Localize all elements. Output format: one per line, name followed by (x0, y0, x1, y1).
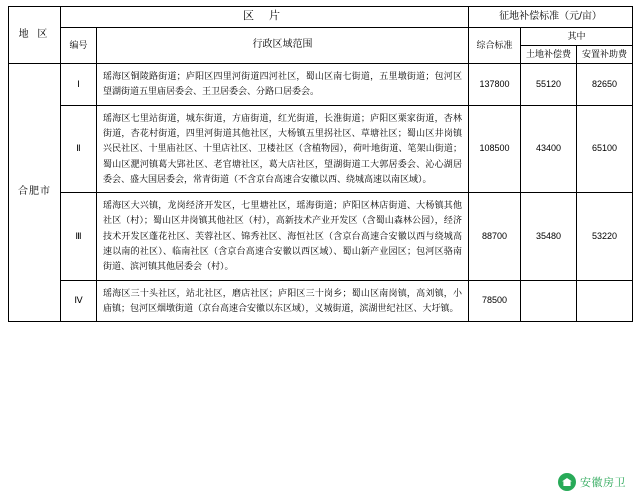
header-number: 编号 (61, 27, 97, 63)
row-comprehensive: 137800 (469, 64, 521, 106)
header-land-compensation-fee: 土地补偿费 (521, 45, 577, 63)
row-resettlement (577, 280, 633, 322)
city-name: 合肥市 (9, 64, 61, 322)
row-scope: 瑶海区铜陵路街道；庐阳区四里河街道四河社区，蜀山区南七街道，五里墩街道；包河区望湖街道五里庙居委会、王卫居委会、分路口居委会。 (97, 64, 469, 106)
row-scope: 瑶海区三十头社区，站北社区，磨店社区；庐阳区三十岗乡；蜀山区南岗镇，高刘镇，小庙镇；包河区烟墩街道（京台高速合安徽以东区域），义城街道，滨湖世纪社区、大圩镇。 (97, 280, 469, 322)
row-comprehensive: 88700 (469, 193, 521, 280)
table-row (9, 280, 633, 322)
watermark (558, 473, 626, 491)
row-comprehensive: 78500 (469, 280, 521, 322)
row-scope: 瑶海区大兴镇，龙岗经济开发区，七里塘社区，瑶海街道；庐阳区林店街道、大杨镇其他社区（村）；蜀山区井岗镇其他社区（村），高新技术产业开发区（含蜀山森林公园），经济技术开发区蓬花社区、芙蓉社区、锦秀社区、海恒社区（含京台高速合安徽以西与绕城高速以南的社区）、临南社区（含京台高速合安徽以西区域）、蜀山新产业园区；包河区骆南街道、滨河镇其他居委会（村）。 (97, 193, 469, 280)
header-compensation: 征地补偿标准（元/亩） (469, 7, 633, 28)
row-comprehensive: 108500 (469, 105, 521, 192)
row-index: Ⅰ (61, 64, 97, 106)
row-land-compensation: 43400 (521, 105, 577, 192)
table-header-row-1 (9, 7, 633, 28)
header-resettlement-subsidy: 安置补助费 (577, 45, 633, 63)
table-row (9, 193, 633, 280)
header-admin-scope: 行政区域范围 (97, 27, 469, 63)
row-resettlement: 82650 (577, 64, 633, 106)
house-icon (558, 473, 576, 491)
row-scope: 瑶海区七里站街道，城东街道，方庙街道，红光街道，长淮街道；庐阳区栗家街道，杏林街道，杏花村街道，四里河街道其他社区，大杨镇五里拐社区、草塘社区；蜀山区井岗镇兴民社区、十里庙社区、十里店社区、卫楼社区（含植物园），荷叶地街道、笔架山街道；蜀山区淝河镇葛大郢社区、老官塘社区，葛大店社区，望湖街道工大郭居委会、沁心湖居委会、盛大国居委会，常青街道（不含京台高速合安徽以西、绕城高速以南区域）。 (97, 105, 469, 192)
table-header-row-2 (9, 27, 633, 45)
row-index: Ⅳ (61, 280, 97, 322)
header-region: 地 区 (9, 7, 61, 64)
row-index: Ⅱ (61, 105, 97, 192)
table-row (9, 105, 633, 192)
row-resettlement: 65100 (577, 105, 633, 192)
row-resettlement: 53220 (577, 193, 633, 280)
row-index: Ⅲ (61, 193, 97, 280)
header-among-which: 其中 (521, 27, 633, 45)
row-land-compensation: 35480 (521, 193, 577, 280)
row-land-compensation (521, 280, 577, 322)
header-comprehensive: 综合标准 (469, 27, 521, 63)
table-row (9, 64, 633, 106)
header-zone: 区 片 (61, 7, 469, 28)
watermark-label: 安徽房卫 (580, 477, 626, 489)
row-land-compensation: 55120 (521, 64, 577, 106)
land-compensation-table (8, 6, 633, 322)
